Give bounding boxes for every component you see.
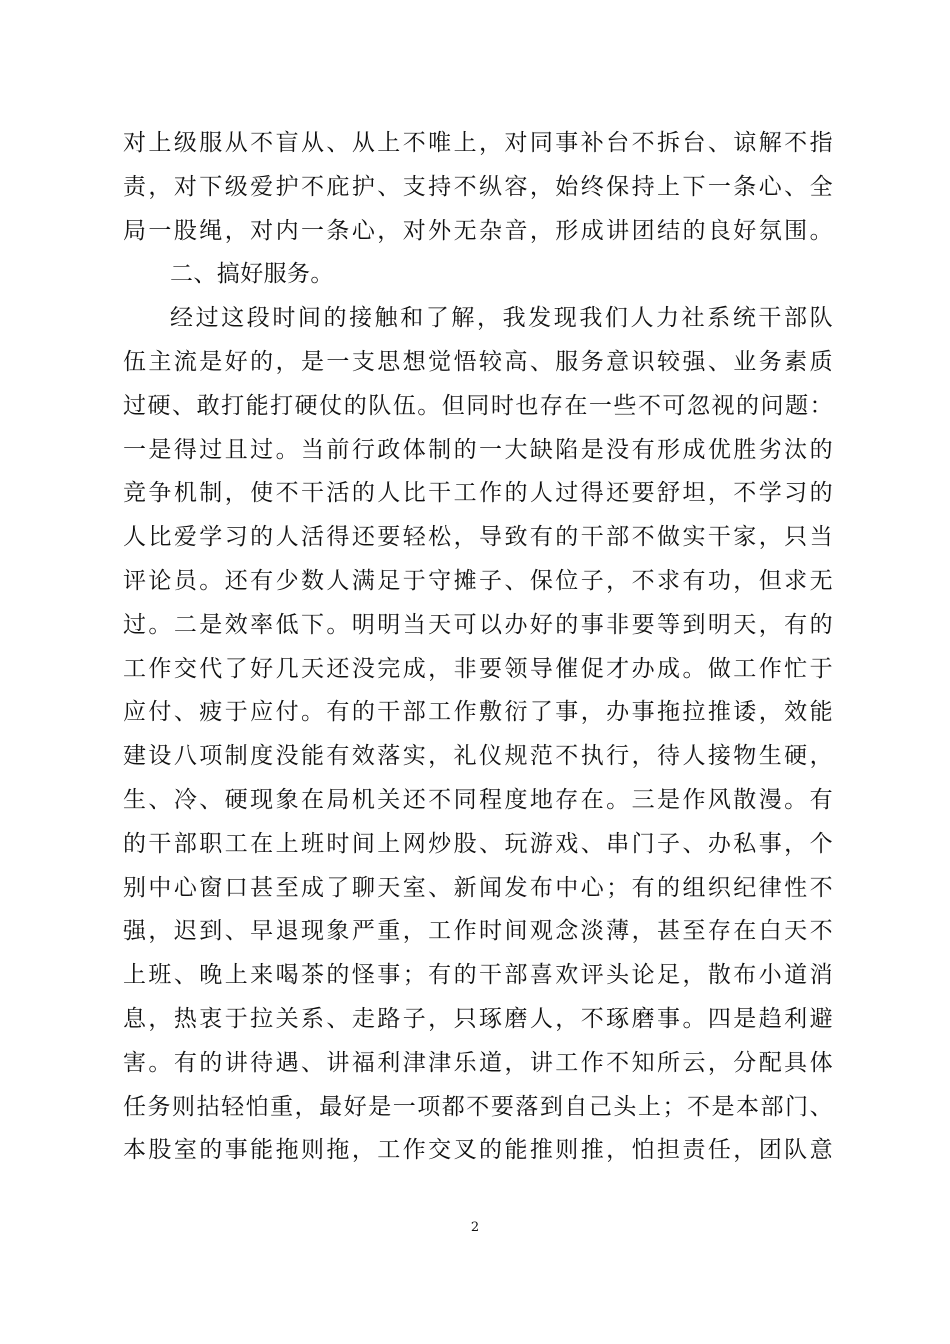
text-line: 害。有的讲待遇、讲福利津津乐道，讲工作不知所云，分配具体 xyxy=(123,1049,833,1076)
text-line: 建设八项制度没能有效落实，礼仪规范不执行，待人接物生硬， xyxy=(123,743,833,770)
text-line: 责，对下级爱护不庇护、支持不纵容，始终保持上下一条心、全 xyxy=(123,173,833,200)
text-line: 别中心窗口甚至成了聊天室、新闻发布中心；有的组织纪律性不 xyxy=(123,874,833,901)
text-line: 过硬、敢打能打硬仗的队伍。但同时也存在一些不可忽视的问题： xyxy=(123,392,833,419)
text-line: 息，热衷于拉关系、走路子，只琢磨人，不琢磨事。四是趋利避 xyxy=(123,1005,833,1032)
section-heading: 二、搞好服务。 xyxy=(170,261,334,288)
text-line: 生、冷、硬现象在局机关还不同程度地存在。三是作风散漫。有 xyxy=(123,786,833,813)
text-line: 评论员。还有少数人满足于守摊子、保位子，不求有功，但求无 xyxy=(123,567,833,594)
text-line: 局一股绳，对内一条心，对外无杂音，形成讲团结的良好氛围。 xyxy=(123,217,833,244)
text-line: 任务则拈轻怕重，最好是一项都不要落到自己头上；不是本部门、 xyxy=(123,1093,833,1120)
text-line: 本股室的事能拖则拖，工作交叉的能推则推，怕担责任，团队意 xyxy=(123,1137,833,1164)
paragraph-first-line: 经过这段时间的接触和了解，我发现我们人力社系统干部队 xyxy=(170,305,833,332)
text-line: 过。二是效率低下。明明当天可以办好的事非要等到明天，有的 xyxy=(123,611,833,638)
text-line: 强，迟到、早退现象严重，工作时间观念淡薄，甚至存在白天不 xyxy=(123,918,833,945)
text-line: 工作交代了好几天还没完成，非要领导催促才办成。做工作忙于 xyxy=(123,655,833,682)
body-text xyxy=(123,122,833,1173)
text-line: 伍主流是好的，是一支思想觉悟较高、服务意识较强、业务素质 xyxy=(123,348,833,375)
page-number: 2 xyxy=(470,1220,480,1235)
text-line: 对上级服从不盲从、从上不唯上，对同事补台不拆台、谅解不指 xyxy=(123,130,833,156)
text-line: 上班、晚上来喝茶的怪事；有的干部喜欢评头论足，散布小道消 xyxy=(123,962,833,989)
text-line: 竞争机制，使不干活的人比干工作的人过得还要舒坦，不学习的 xyxy=(123,480,833,507)
text-line: 一是得过且过。当前行政体制的一大缺陷是没有形成优胜劣汰的 xyxy=(123,436,833,463)
text-line: 人比爱学习的人活得还要轻松，导致有的干部不做实干家，只当 xyxy=(123,524,833,551)
text-line: 的干部职工在上班时间上网炒股、玩游戏、串门子、办私事，个 xyxy=(123,830,833,857)
text-line: 应付、疲于应付。有的干部工作敷衍了事，办事拖拉推诿，效能 xyxy=(123,699,833,726)
